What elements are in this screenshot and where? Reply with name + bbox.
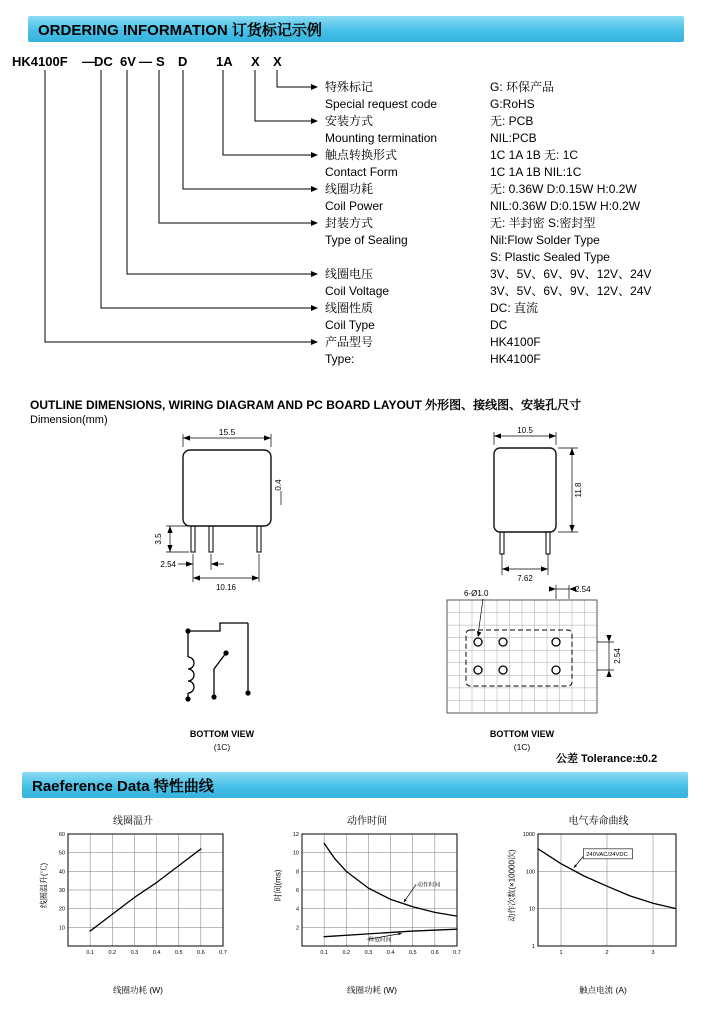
relay-side-drawing xyxy=(494,448,556,554)
code-part-power: D xyxy=(178,54,188,69)
row-value: 无: 0.36W D:0.15W H:0.2W xyxy=(490,182,637,196)
code-dash-2: — xyxy=(139,54,152,69)
svg-text:0.3: 0.3 xyxy=(130,950,139,956)
section-header-reference xyxy=(22,772,688,798)
row-label: Type of Sealing xyxy=(325,233,408,247)
wiring-diagram-pins xyxy=(185,628,250,701)
svg-text:0.5: 0.5 xyxy=(408,950,417,956)
bottom-view-label-2: BOTTOM VIEW xyxy=(489,729,555,739)
svg-text:0.7: 0.7 xyxy=(453,950,461,956)
svg-text:0.2: 0.2 xyxy=(342,950,351,956)
bottom-view-form-1: (1C) xyxy=(213,742,231,752)
row-value: 1C 1A 1B NIL:1C xyxy=(490,165,582,179)
row-label: Coil Type xyxy=(325,318,375,332)
code-part-voltage: 6V xyxy=(120,54,136,69)
chart-xlabel: 线圈功耗 (W) xyxy=(346,985,398,995)
code-part-special: X xyxy=(273,54,282,69)
row-value: DC xyxy=(490,318,508,332)
chart-title: 动作时间 xyxy=(347,816,387,827)
svg-text:1: 1 xyxy=(559,950,563,956)
svg-text:0.1: 0.1 xyxy=(86,950,94,956)
svg-text:50: 50 xyxy=(58,850,65,857)
svg-text:30: 30 xyxy=(58,888,65,894)
svg-text:0.4: 0.4 xyxy=(152,950,161,956)
row-value: 3V、5V、6V、9V、12V、24V xyxy=(490,267,652,281)
svg-text:10: 10 xyxy=(528,906,535,913)
dim-pin-length: 3.5 xyxy=(154,533,163,545)
section-title-ordering: ORDERING INFORMATION 订货标记示例 xyxy=(38,21,322,39)
chart-xlabel: 触点电流 (A) xyxy=(579,985,627,995)
svg-text:释放时间: 释放时间 xyxy=(368,937,392,944)
svg-text:0.6: 0.6 xyxy=(197,950,205,956)
svg-text:0.3: 0.3 xyxy=(364,950,373,956)
svg-text:3: 3 xyxy=(651,950,655,956)
pcb-dimensions xyxy=(478,585,614,670)
row-value: G: 环保产品 xyxy=(490,80,555,94)
row-value: HK4100F xyxy=(490,335,541,349)
svg-text:10: 10 xyxy=(58,925,65,932)
relay-side-dimensions xyxy=(494,432,578,575)
svg-text:6: 6 xyxy=(295,888,299,894)
row-label: Mounting termination xyxy=(325,131,438,145)
row-label: 产品型号 xyxy=(325,335,374,349)
svg-text:0.1: 0.1 xyxy=(320,950,328,956)
row-label: 触点转换形式 xyxy=(325,148,398,162)
code-part-dc: DC xyxy=(94,54,113,69)
ordering-connector-lines xyxy=(0,66,330,366)
dim-side-pitch: 7.62 xyxy=(517,574,533,583)
pcb-pitch-horizontal: 2.54 xyxy=(575,585,591,594)
row-label: Coil Power xyxy=(325,199,384,213)
dim-side-height: 11.8 xyxy=(574,482,583,498)
svg-text:20: 20 xyxy=(58,906,65,913)
pcb-grid xyxy=(447,600,597,713)
svg-text:40: 40 xyxy=(58,869,65,876)
svg-text:4: 4 xyxy=(295,906,299,913)
row-value: S: Plastic Sealed Type xyxy=(490,250,610,264)
chart-plot xyxy=(262,826,472,981)
row-value: NIL:PCB xyxy=(490,131,537,145)
svg-text:2: 2 xyxy=(605,950,609,956)
svg-text:0.6: 0.6 xyxy=(431,950,439,956)
row-label: Type: xyxy=(325,352,355,366)
svg-text:8: 8 xyxy=(295,869,299,876)
row-label: Coil Voltage xyxy=(325,284,390,298)
code-dash-1: — xyxy=(82,54,95,69)
chart-title: 线圈温升 xyxy=(113,816,153,827)
chart-ylabel: 线圈温升(℃) xyxy=(39,862,49,909)
pcb-pitch-vertical: 2.54 xyxy=(613,648,622,664)
row-value: 1C 1A 1B 无: 1C xyxy=(490,148,579,162)
row-value: DC: 直流 xyxy=(490,301,539,315)
section-header-ordering xyxy=(28,16,684,42)
relay-front-drawing xyxy=(183,450,271,552)
code-part-sealing: S xyxy=(156,54,165,69)
svg-text:1: 1 xyxy=(531,944,535,950)
code-part-type: HK4100F xyxy=(12,54,68,69)
row-value: HK4100F xyxy=(490,352,541,366)
dimension-unit-note: Dimension(mm) xyxy=(30,414,108,426)
svg-text:0.5: 0.5 xyxy=(174,950,183,956)
svg-text:240VAC/24VDC: 240VAC/24VDC xyxy=(586,851,628,858)
row-label: 线圈电压 xyxy=(325,267,374,281)
row-label: Special request code xyxy=(325,97,438,111)
dim-pin-span: 10.16 xyxy=(215,583,237,592)
row-label: 封装方式 xyxy=(325,216,374,230)
svg-text:动作时间: 动作时间 xyxy=(417,882,441,889)
row-value: NIL:0.36W D:0.15W H:0.2W xyxy=(490,199,641,213)
row-value: G:RoHS xyxy=(490,97,535,111)
chart-xlabel: 线圈功耗 (W) xyxy=(112,985,164,995)
chart-electrical-life xyxy=(496,812,701,1007)
code-part-contact: 1A xyxy=(216,54,233,69)
dim-pin-pitch: 2.54 xyxy=(160,560,176,569)
svg-text:100: 100 xyxy=(525,869,535,876)
svg-text:10: 10 xyxy=(292,850,299,857)
bottom-view-form-2: (1C) xyxy=(513,742,531,752)
row-value: 无: PCB xyxy=(490,114,534,128)
svg-text:0.2: 0.2 xyxy=(108,950,117,956)
row-label: Contact Form xyxy=(325,165,398,179)
dim-body-width: 15.5 xyxy=(218,427,236,437)
svg-text:12: 12 xyxy=(292,832,299,838)
row-value: Nil:Flow Solder Type xyxy=(490,233,600,247)
row-label: 安装方式 xyxy=(325,114,374,128)
section-title-outline: OUTLINE DIMENSIONS, WIRING DIAGRAM AND PC BOARD LAYOUT 外形图、接线图、安装孔尺寸 xyxy=(30,398,582,412)
row-label: 线圈性质 xyxy=(325,301,374,315)
tolerance-note: 公差 Tolerance:±0.2 xyxy=(556,753,658,765)
code-part-mount: X xyxy=(251,54,260,69)
bottom-view-label-1: BOTTOM VIEW xyxy=(189,729,255,739)
row-value: 无: 半封密 S:密封型 xyxy=(490,216,596,230)
chart-operate-time xyxy=(262,812,472,1007)
svg-text:0.7: 0.7 xyxy=(219,950,227,956)
svg-text:60: 60 xyxy=(58,832,65,838)
row-label: 特殊标记 xyxy=(325,80,374,94)
chart-coil-temperature xyxy=(28,812,238,1007)
chart-title: 电气寿命曲线 xyxy=(568,816,629,827)
svg-text:2: 2 xyxy=(295,925,299,932)
outline-drawings xyxy=(0,425,710,765)
chart-ylabel: 动作次数(×10000次) xyxy=(507,849,517,922)
dim-side-width: 10.5 xyxy=(517,426,533,435)
svg-text:1000: 1000 xyxy=(522,832,535,838)
row-label: 线圈功耗 xyxy=(325,182,374,196)
chart-ylabel: 时间(ms) xyxy=(273,869,283,902)
chart-plot xyxy=(496,826,701,981)
dim-pin-thickness: 0.4 xyxy=(274,479,283,491)
wiring-diagram xyxy=(188,623,248,699)
pcb-hole-callout: 6-Ø1.0 xyxy=(464,589,489,598)
row-value: 3V、5V、6V、9V、12V、24V xyxy=(490,284,652,298)
chart-plot xyxy=(28,826,238,981)
svg-text:0.4: 0.4 xyxy=(386,950,395,956)
section-title-reference: Raeference Data 特性曲线 xyxy=(32,777,214,795)
